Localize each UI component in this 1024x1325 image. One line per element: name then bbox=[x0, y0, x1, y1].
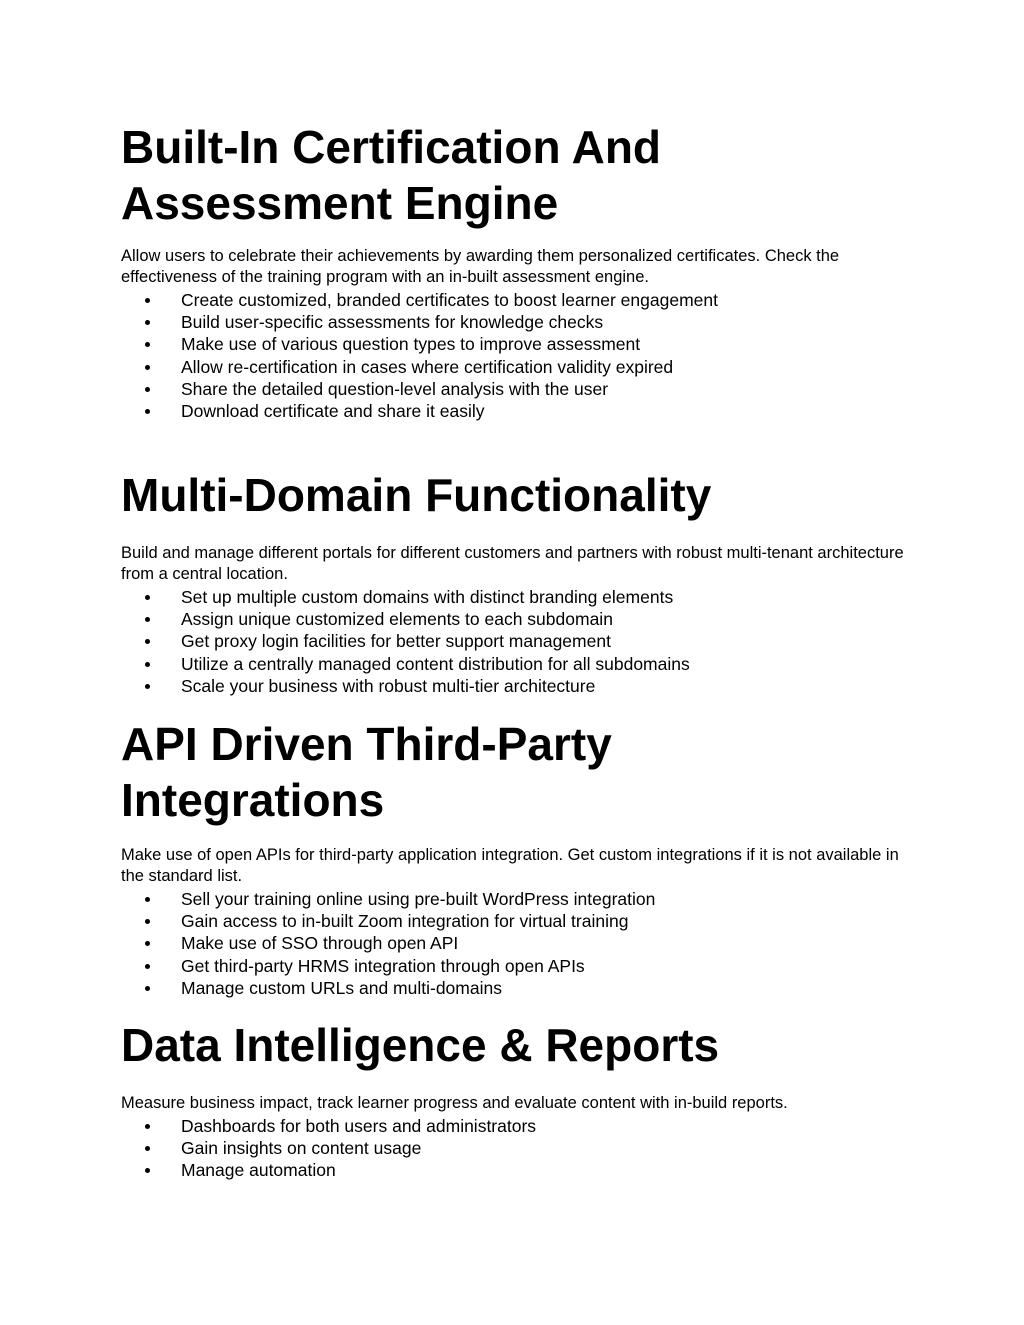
section-heading: API Driven Third-Party Integrations bbox=[121, 718, 612, 826]
section-intro: Build and manage different portals for different customers and partners with robust multi-tenant architecture from a central location. bbox=[121, 544, 904, 583]
section-heading: Multi-Domain Functionality bbox=[121, 469, 712, 521]
bullet-icon bbox=[145, 595, 150, 600]
list-item-text: Sell your training online using pre-built WordPress integration bbox=[181, 889, 656, 909]
list-item bbox=[121, 356, 911, 378]
bullet-icon bbox=[145, 387, 150, 392]
list-item bbox=[121, 378, 911, 400]
bullet-icon bbox=[145, 409, 150, 414]
list-item-text: Manage automation bbox=[181, 1160, 336, 1181]
list-item bbox=[121, 311, 911, 333]
list-item bbox=[121, 955, 911, 977]
section-heading: Data Intelligence & Reports bbox=[121, 1019, 720, 1071]
section-api-integrations bbox=[121, 716, 911, 999]
list-item bbox=[121, 653, 911, 675]
list-item-text: Gain access to in-built Zoom integration for virtual training bbox=[181, 911, 629, 932]
list-item-text: Manage custom URLs and multi-domains bbox=[181, 977, 502, 998]
list-item-text: Get proxy login facilities for better support management bbox=[181, 631, 611, 652]
bullet-icon bbox=[145, 1168, 150, 1173]
bullet-icon bbox=[145, 964, 150, 969]
list-item bbox=[121, 289, 911, 311]
list-item-text: Create customized, branded certificates to boost learner engagement bbox=[181, 290, 718, 310]
bullet-icon bbox=[145, 1124, 150, 1129]
section-intro: Allow users to celebrate their achievements by awarding them personalized certificates. Check the effectiveness of the training program with an in-built assessment engine. bbox=[121, 247, 840, 286]
bullet-icon bbox=[145, 298, 150, 303]
bullet-icon bbox=[145, 365, 150, 370]
list-item bbox=[121, 333, 911, 355]
list-item-text: Share the detailed question-level analysis with the user bbox=[181, 378, 609, 399]
list-item-text: Allow re-certification in cases where certification validity expired bbox=[181, 356, 674, 377]
section-intro: Measure business impact, track learner progress and evaluate content with in-build reports. bbox=[121, 1094, 788, 1112]
section-intro: Make use of open APIs for third-party application integration. Get custom integrations if it is not available in the standard list. bbox=[121, 846, 899, 885]
list-item bbox=[121, 400, 911, 422]
section-certification bbox=[121, 119, 911, 422]
list-item bbox=[121, 977, 911, 999]
list-item-text: Download certificate and share it easily bbox=[181, 401, 485, 422]
bullet-icon bbox=[145, 639, 150, 644]
bullet-icon bbox=[145, 342, 150, 347]
bullet-icon bbox=[145, 941, 150, 946]
bullet-icon bbox=[145, 662, 150, 667]
bullet-icon bbox=[145, 919, 150, 924]
bullet-icon bbox=[145, 986, 150, 991]
list-item bbox=[121, 1159, 911, 1181]
list-item bbox=[121, 630, 911, 652]
bullet-list bbox=[121, 289, 911, 422]
list-item-text: Set up multiple custom domains with distinct branding elements bbox=[181, 587, 674, 607]
list-item bbox=[121, 608, 911, 630]
section-heading: Built-In Certification And Assessment Engine bbox=[121, 121, 662, 229]
list-item-text: Make use of SSO through open API bbox=[181, 933, 459, 954]
list-item-text: Build user-specific assessments for knowledge checks bbox=[181, 312, 604, 333]
section-multi-domain bbox=[121, 467, 911, 697]
list-item bbox=[121, 1137, 911, 1159]
list-item-text: Gain insights on content usage bbox=[181, 1138, 422, 1159]
list-item bbox=[121, 1115, 911, 1137]
bullet-list bbox=[121, 888, 911, 999]
bullet-icon bbox=[145, 1146, 150, 1151]
bullet-icon bbox=[145, 320, 150, 325]
bullet-icon bbox=[145, 617, 150, 622]
list-item bbox=[121, 910, 911, 932]
list-item-text: Scale your business with robust multi-tier architecture bbox=[181, 675, 596, 696]
list-item-text: Get third-party HRMS integration through open APIs bbox=[181, 955, 585, 976]
list-item-text: Dashboards for both users and administrators bbox=[181, 1116, 537, 1136]
section-data-intelligence bbox=[121, 1017, 911, 1182]
list-item bbox=[121, 586, 911, 608]
list-item-text: Assign unique customized elements to each subdomain bbox=[181, 609, 613, 630]
list-item-text: Utilize a centrally managed content distribution for all subdomains bbox=[181, 653, 690, 674]
bullet-list bbox=[121, 586, 911, 697]
list-item bbox=[121, 932, 911, 954]
bullet-icon bbox=[145, 897, 150, 902]
bullet-icon bbox=[145, 684, 150, 689]
list-item bbox=[121, 888, 911, 910]
bullet-list bbox=[121, 1115, 911, 1182]
list-item bbox=[121, 675, 911, 697]
list-item-text: Make use of various question types to improve assessment bbox=[181, 334, 641, 355]
